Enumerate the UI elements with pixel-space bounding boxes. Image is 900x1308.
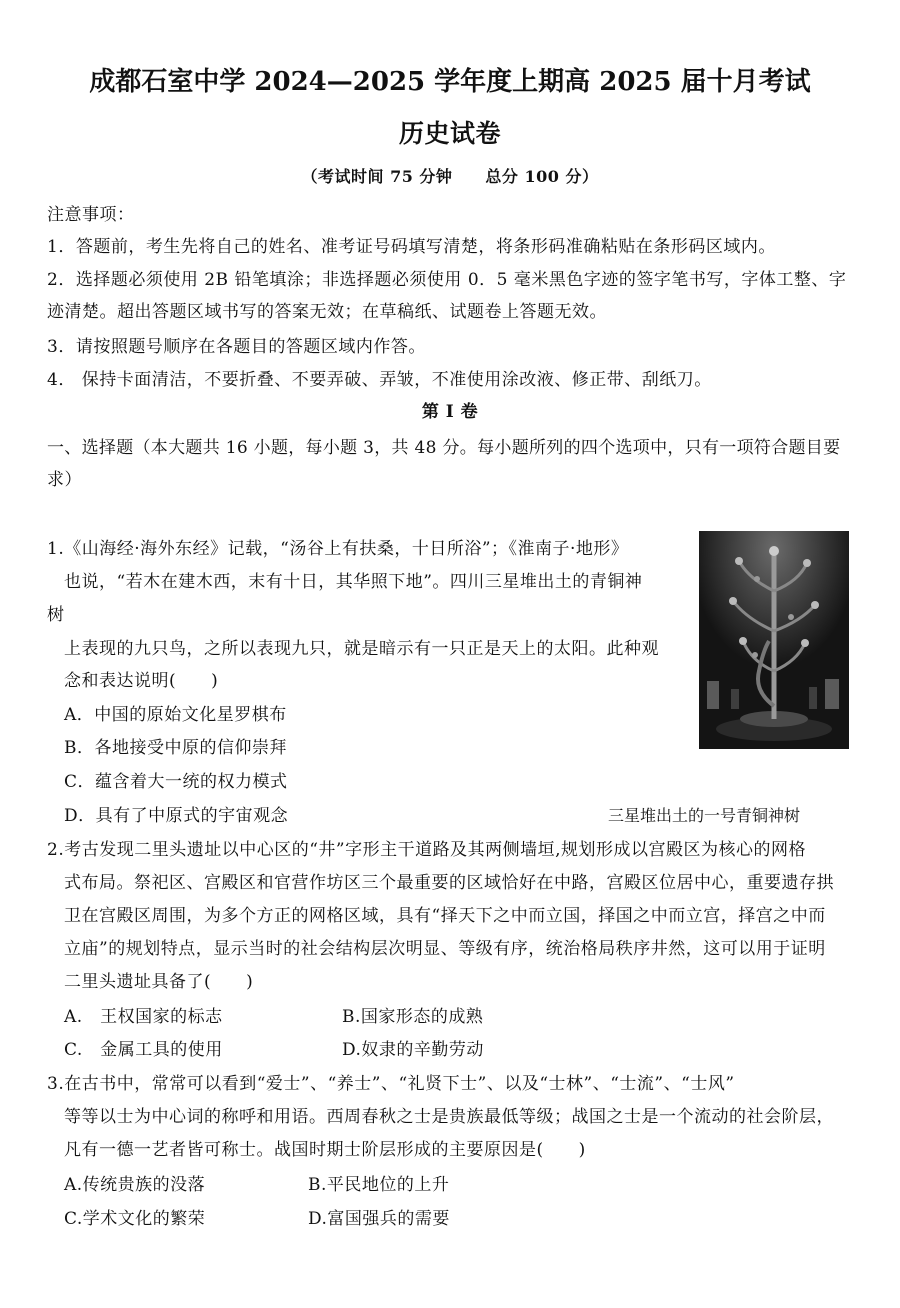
notice-item: 2．选择题必须使用 2B 铅笔填涂；非选择题必须使用 0．5 毫米黑色字迹的签字笔书写，字体工整、字: [47, 270, 847, 290]
answer-option: A．中国的原始文化星罗棋布: [64, 705, 287, 725]
section-instruction: 一、选择题（本大题共 16 小题，每小题 3，共 48 分。每小题所列的四个选项中，只有一项符合题目要: [47, 438, 841, 458]
answer-option: D．具有了中原式的宇宙观念: [64, 806, 289, 826]
exam-info: （考试时间 75 分钟 总分 100 分）: [301, 167, 599, 186]
answer-option: C.学术文化的繁荣: [64, 1209, 206, 1229]
exam-title: 成都石室中学 2024—2025 学年度上期高 2025 届十月考试: [89, 67, 811, 97]
question-text: 凡有一德一艺者皆可称士。战国时期士阶层形成的主要原因是( ): [64, 1140, 586, 1160]
bronze-tree-illustration: [699, 531, 849, 749]
question-text: 卫在宫殿区周围，为多个方正的网格区域，具有“择天下之中而立国，择国之中而立宫，择宫之中而: [64, 906, 826, 926]
question-text: 树: [47, 605, 65, 625]
notice-heading: 注意事项：: [47, 205, 135, 225]
answer-option: A.传统贵族的没落: [64, 1175, 206, 1195]
answer-option: C. 金属工具的使用: [64, 1040, 223, 1060]
bronze-tree-photo: [699, 531, 849, 749]
photo-caption: 三星堆出土的一号青铜神树: [608, 806, 801, 825]
question-text: 念和表达说明( ): [64, 671, 219, 691]
question-text: 式布局。祭祀区、宫殿区和官营作坊区三个最重要的区域恰好在中路，宫殿区位居中心，重要遗存拱: [64, 873, 834, 893]
question-text: 上表现的九只鸟，之所以表现九只，就是暗示有一只正是天上的太阳。此种观: [64, 639, 659, 659]
answer-option: B．各地接受中原的信仰崇拜: [64, 738, 287, 758]
question-text: 二里头遗址具备了( ): [64, 972, 254, 992]
section-instruction-cont: 求）: [47, 470, 82, 490]
question-text: 立庙”的规划特点，显示当时的社会结构层次明显、等级有序，统治格局秩序井然，这可以用于证明: [64, 939, 826, 959]
answer-option: D.奴隶的辛勤劳动: [342, 1040, 484, 1060]
notice-item: 4． 保持卡面清洁，不要折叠、不要弄破、弄皱，不准使用涂改液、修正带、刮纸刀。: [47, 370, 712, 390]
answer-option: B.平民地位的上升: [308, 1175, 450, 1195]
answer-option: D.富国强兵的需要: [308, 1209, 450, 1229]
notice-item: 3．请按照题号顺序在各题目的答题区域内作答。: [47, 337, 426, 357]
subject-title: 历史试卷: [398, 119, 501, 148]
answer-option: B.国家形态的成熟: [342, 1007, 484, 1027]
notice-item: 迹清楚。超出答题区域书写的答案无效；在草稿纸、试题卷上答题无效。: [47, 302, 607, 322]
question-text: 也说，“若木在建木西，末有十日，其华照下地”。四川三星堆出土的青铜神: [64, 572, 643, 592]
notice-item: 1．答题前，考生先将自己的姓名、准考证号码填写清楚，将条形码准确粘贴在条形码区域内。: [47, 237, 776, 257]
question-text: 等等以士为中心词的称呼和用语。西周春秋之士是贵族最低等级；战国之士是一个流动的社会阶层，: [64, 1107, 834, 1127]
answer-option: A. 王权国家的标志: [64, 1007, 223, 1027]
question-text: 3.在古书中，常常可以看到“爱士”、“养士”、“礼贤下士”、以及“士林”、“士流”、“士风”: [47, 1074, 735, 1094]
answer-option: C．蕴含着大一统的权力模式: [64, 772, 288, 792]
question-text: 1.《山海经·海外东经》记载，“汤谷上有扶桑，十日所浴”；《淮南子·地形》: [47, 539, 629, 559]
question-text: 2.考古发现二里头遗址以中心区的“井”字形主干道路及其两侧墙垣,规划形成以宫殿区为核心的网格: [47, 840, 807, 860]
volume-heading: 第 I 卷: [421, 402, 479, 422]
